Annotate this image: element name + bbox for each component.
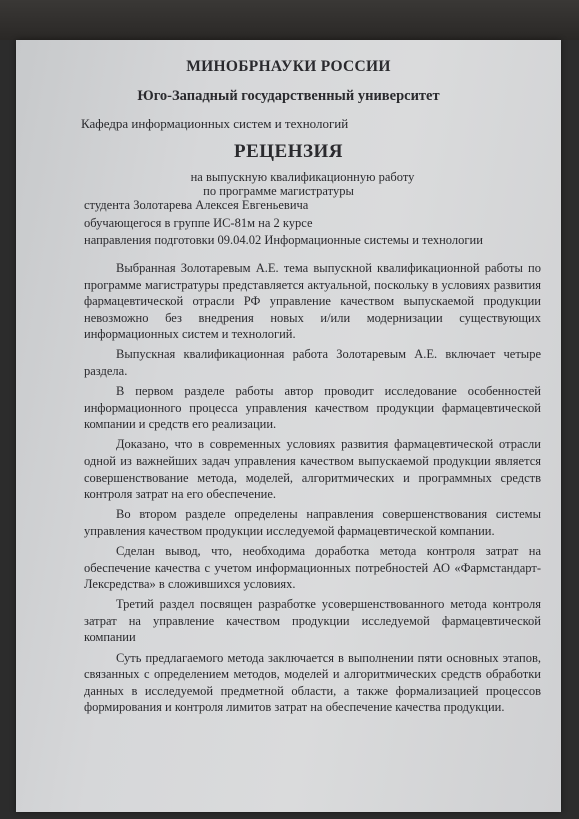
document-subtitle-program: по программе магистратуры bbox=[203, 184, 354, 198]
review-paragraph: Выпускная квалификационная работа Золотаревым А.Е. включает четыре раздела. bbox=[84, 347, 541, 379]
review-paragraph: В первом разделе работы автор проводит исследование особенностей информационного процесса управления качеством продукции фармацевтической компании и средств его реализации. bbox=[84, 384, 541, 432]
document-subtitle-work: на выпускную квалификационную работу bbox=[190, 170, 415, 184]
university-heading: Юго-Западный государственный университет bbox=[137, 88, 440, 104]
review-paragraph: Доказано, что в современных условиях развития фармацевтической отрасли одной из важнейших задач управления качеством выпускаемой продукции является совершенствование метода, моделей, алгоритмических и программных средств контроля затрат на его обеспечение. bbox=[84, 437, 541, 502]
document-title: РЕЦЕНЗИЯ bbox=[233, 141, 344, 162]
department-heading: Кафедра информационных систем и технологий bbox=[81, 116, 349, 131]
review-paragraph: Выбранная Золотаревым А.Е. тема выпускной квалификационной работы по программе магистратуры представляется актуальной, поскольку в условиях развития фармацевтической отрасли РФ управление качеством выпускаемой продукции невозможно без внедрения новых и/или модернизации существующих информационных систем и технологий. bbox=[84, 261, 541, 342]
review-paragraph: Третий раздел посвящен разработке усовершенствованного метода контроля затрат на управление качеством продукции исследуемой фармацевтической компании bbox=[84, 597, 541, 645]
document-page bbox=[16, 40, 561, 812]
review-paragraph: Суть предлагаемого метода заключается в выполнении пяти основных этапов, связанных с определением методов, моделей и алгоритмических средств обработки данных в исследуемой предметной области, а также формализацией процессов формирования и контроля лимитов затрат на обеспечение качества продукции. bbox=[84, 650, 541, 715]
review-paragraph: Сделан вывод, что, необходима доработка метода контроля затрат на обеспечение качества с учетом информационных потребностей АО «Фармстандарт-Лексредства» в сложившихся условиях. bbox=[84, 544, 541, 592]
photo-background bbox=[0, 0, 579, 40]
student-name-line: студента Золотарева Алексея Евгеньевича bbox=[84, 198, 309, 212]
study-direction-line: направления подготовки 09.04.02 Информационные системы и технологии bbox=[84, 233, 483, 247]
student-group-line: обучающегося в группе ИС-81м на 2 курсе bbox=[84, 216, 313, 230]
review-body bbox=[84, 260, 541, 719]
review-paragraph: Во втором разделе определены направления совершенствования системы управления качеством продукции исследуемой фармацевтической компании. bbox=[84, 507, 541, 538]
ministry-heading: МИНОБРНАУКИ РОССИИ bbox=[186, 58, 391, 75]
